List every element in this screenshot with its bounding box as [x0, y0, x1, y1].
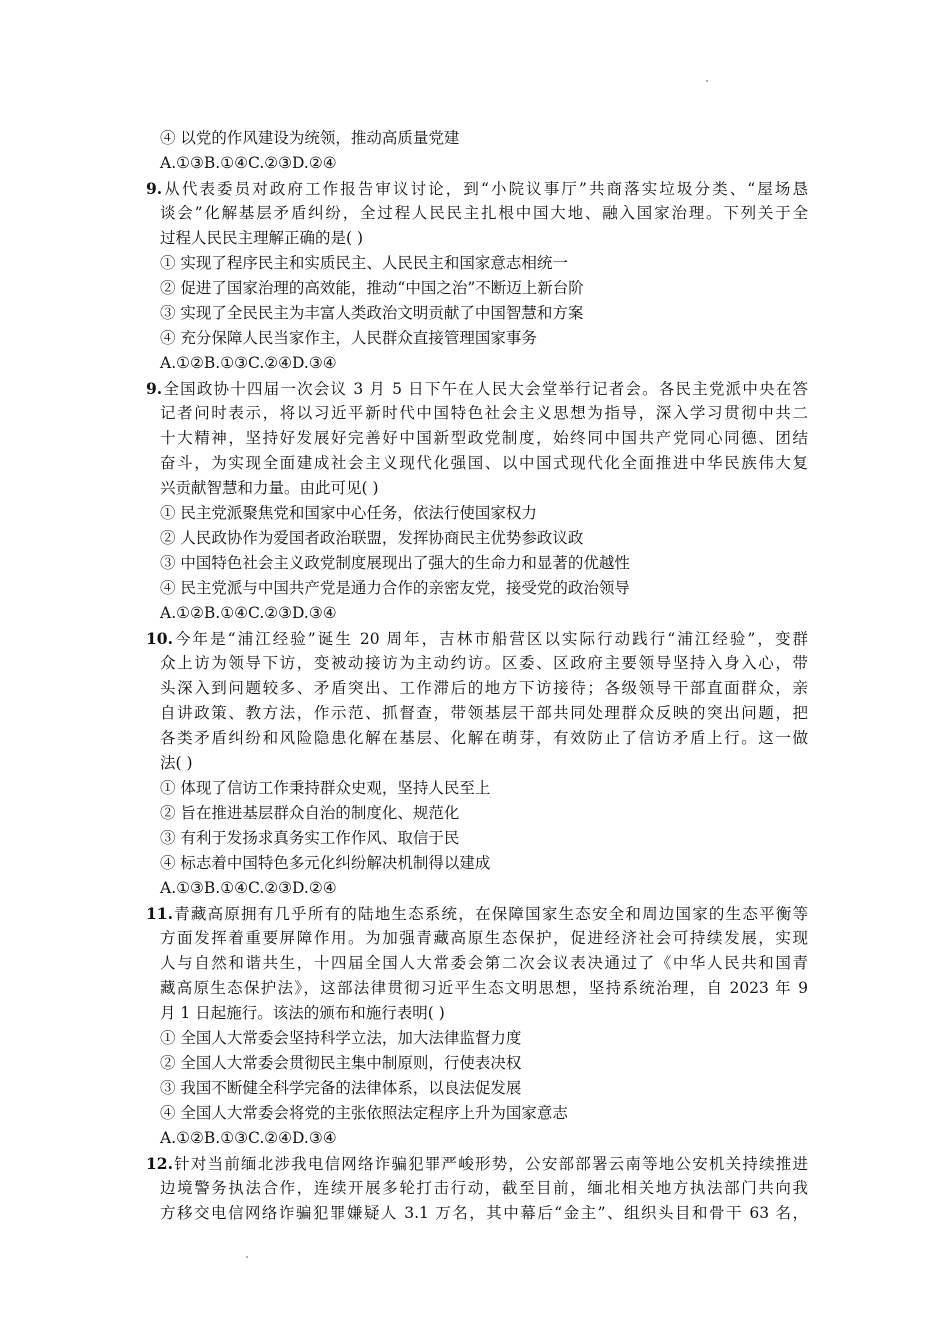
question-stem-line: 9.全国政协十四届一次会议 3 月 5 日下午在人民大会堂举行记者会。各民主党派中央在答	[146, 379, 808, 398]
option-line: ③ 实现了全民民主为丰富人类政治文明贡献了中国智慧和方案	[160, 304, 584, 322]
question-stem-line: 方面发挥着重要屏障作用。为加强青藏高原生态保护，促进经济社会可持续发展，实现	[160, 929, 808, 947]
answer-choices: A.①③B.①④C.②③D.②④	[160, 154, 337, 172]
question-stem-line: 12.针对当前缅北涉我电信网络诈骗犯罪严峻形势，公安部部署云南等地公安机关持续推进	[146, 1154, 808, 1173]
option-line: ③ 有利于发扬求真务实工作作风、取信于民	[160, 829, 460, 847]
option-line: ② 旨在推进基层群众自治的制度化、规范化	[160, 804, 460, 822]
scan-speck	[706, 80, 708, 82]
question-stem-line: 奋斗，为实现全面建成社会主义现代化强国、以中国式现代化全面推进中华民族伟大复	[160, 454, 808, 472]
question-stem-line: 月 1 日起施行。该法的颁布和施行表明( )	[160, 1004, 445, 1022]
option-line: ② 人民政协作为爱国者政治联盟，发挥协商民主优势参政议政	[160, 529, 584, 547]
question-stem-line: 各类矛盾纠纷和风险隐患化解在基层、化解在萌芽，有效防止了信访矛盾上行。这一做	[160, 729, 808, 747]
option-line: ④ 以党的作风建设为统领，推动高质量党建	[160, 129, 460, 147]
answer-choices: A.①③B.①④C.②③D.②④	[160, 879, 337, 897]
question-stem-line: 谈会”化解基层矛盾纠纷，全过程人民民主扎根中国大地、融入国家治理。下列关于全	[160, 204, 808, 222]
question-number: 10.	[146, 629, 173, 648]
question-number: 9.	[146, 179, 163, 198]
question-stem-line: 10.今年是“浦江经验”诞生 20 周年，吉林市船营区以实际行动践行“浦江经验”，变群	[146, 629, 808, 648]
option-line: ① 全国人大常委会坚持科学立法，加大法律监督力度	[160, 1029, 522, 1047]
question-stem-line: 兴贡献智慧和力量。由此可见( )	[160, 479, 379, 497]
question-number: 9.	[146, 379, 163, 398]
answer-choices: A.①②B.①③C.②④D.③④	[160, 354, 337, 372]
option-line: ① 民主党派聚焦党和国家中心任务，依法行使国家权力	[160, 504, 537, 522]
question-stem-line: 自讲政策、教方法，作示范、抓督查，带领基层干部共同处理群众反映的突出问题，把	[160, 704, 808, 722]
option-line: ④ 标志着中国特色多元化纠纷解决机制得以建成	[160, 854, 491, 872]
question-number: 12.	[146, 1154, 173, 1173]
question-stem-line: 9.从代表委员对政府工作报告审议讨论，到“小院议事厅”共商落实垃圾分类、“屋场恳	[146, 179, 808, 198]
question-stem-line: 人与自然和谐共生，十四届全国人大常委会第二次会议表决通过了《中华人民共和国青	[160, 954, 808, 972]
option-line: ④ 全国人大常委会将党的主张依照法定程序上升为国家意志	[160, 1104, 568, 1122]
question-stem-line: 方移交电信网络诈骗犯罪嫌疑人 3.1 万名，其中幕后“金主”、组织头目和骨干 63 名，	[160, 1204, 808, 1222]
question-stem-line: 众上访为领导下访，变被动接访为主动约访。区委、区政府主要领导坚持入身入心，带	[160, 654, 808, 672]
option-line: ② 促进了国家治理的高效能，推动“中国之治”不断迈上新台阶	[160, 279, 584, 297]
answer-choices: A.①②B.①④C.②③D.③④	[160, 604, 337, 622]
option-line: ① 体现了信访工作秉持群众史观，坚持人民至上	[160, 779, 491, 797]
question-stem-line: 头深入到问题较多、矛盾突出、工作滞后的地方下访接待；各级领导干部直面群众，亲	[160, 679, 808, 697]
answer-choices: A.①②B.①③C.②④D.③④	[160, 1129, 337, 1147]
question-stem-line: 边境警务执法合作，连续开展多轮打击行动，截至目前，缅北相关地方执法部门共向我	[160, 1179, 808, 1197]
option-line: ③ 我国不断健全科学完备的法律体系，以良法促发展	[160, 1079, 522, 1097]
question-number: 11.	[146, 904, 173, 923]
option-line: ④ 民主党派与中国共产党是通力合作的亲密友党，接受党的政治领导	[160, 579, 630, 597]
option-line: ④ 充分保障人民当家作主，人民群众直接管理国家事务	[160, 329, 537, 347]
question-stem-line: 11.青藏高原拥有几乎所有的陆地生态系统，在保障国家生态安全和周边国家的生态平衡等	[146, 904, 808, 923]
question-content	[146, 126, 808, 1226]
question-stem-line: 藏高原生态保护法》，这部法律贯彻习近平生态文明思想，坚持系统治理，自 2023 年 9	[160, 979, 808, 997]
option-line: ① 实现了程序民主和实质民主、人民民主和国家意志相统一	[160, 254, 568, 272]
question-stem-line: 十大精神，坚持好发展好完善好中国新型政党制度，始终同中国共产党同心同德、团结	[160, 429, 808, 447]
question-stem-line: 记者问时表示，将以习近平新时代中国特色社会主义思想为指导，深入学习贯彻中共二	[160, 404, 808, 422]
question-stem-line: 过程人民民主理解正确的是( )	[160, 229, 364, 247]
option-line: ③ 中国特色社会主义政党制度展现出了强大的生命力和显著的优越性	[160, 554, 630, 572]
option-line: ② 全国人大常委会贯彻民主集中制原则，行使表决权	[160, 1054, 522, 1072]
question-stem-line: 法( )	[160, 754, 193, 772]
scan-speck	[246, 1256, 248, 1258]
